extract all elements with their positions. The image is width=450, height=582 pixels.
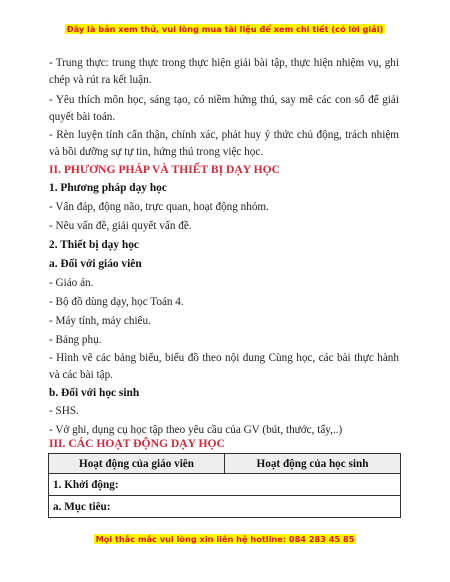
paragraph-honesty: - Trung thực: trung thực trong thực hiện giải bài tập, thực hiện nhiệm vụ, ghi chép và rút ra kết luận. — [49, 57, 399, 86]
student-title: b. Đối với học sinh — [49, 387, 140, 399]
student-item: - Vở ghi, dụng cụ học tập theo yêu cầu của GV (bút, thước, tẩy,..) — [49, 424, 343, 436]
table-header-row — [49, 454, 401, 474]
teacher-title: a. Đối với giáo viên — [49, 258, 142, 270]
header-student: Hoạt động của học sinh — [225, 454, 401, 474]
preview-banner — [0, 24, 450, 34]
table-cell-warmup: 1. Khởi động: — [49, 474, 401, 496]
table-row — [49, 496, 401, 518]
preview-banner-text: Đây là bản xem thử, vui lòng mua tài liệu để xem chi tiết (có lời giải) — [66, 24, 384, 34]
teacher-item: - Máy tính, máy chiếu. — [49, 315, 151, 327]
header-teacher: Hoạt động của giáo viên — [49, 454, 225, 474]
method-item: - Nêu vấn đề, giải quyết vấn đề. — [49, 220, 192, 232]
activities-table — [48, 453, 401, 518]
hotline-banner-text: Mọi thắc mắc vui lòng xin liên hệ hotline: 084 283 45 85 — [95, 534, 355, 544]
teacher-item: - Bộ đồ dùng dạy, học Toán 4. — [49, 296, 184, 308]
paragraph-carefulness: - Rèn luyện tính cẩn thận, chính xác, phát huy ý thức chủ động, trách nhiệm và bồi dưỡng sự tự tin, hứng thú trong việc học. — [49, 129, 399, 158]
table-cell-objective: a. Mục tiêu: — [49, 496, 401, 518]
teacher-item: - Bảng phụ. — [49, 334, 102, 346]
paragraph-interest: - Yêu thích môn học, sáng tạo, có niềm hứng thú, say mê các con số để giải quyết bài toán. — [49, 94, 399, 123]
equipment-title: 2. Thiết bị dạy học — [49, 239, 139, 251]
student-item: - SHS. — [49, 405, 79, 417]
method-item: - Vấn đáp, động não, trực quan, hoạt động nhóm. — [49, 201, 269, 213]
teacher-item: - Giáo án. — [49, 277, 94, 289]
methods-title: 1. Phương pháp dạy học — [49, 182, 167, 194]
table-row — [49, 474, 401, 496]
teacher-item: - Hình vẽ các bảng biểu, biểu đồ theo nội dung Cùng học, các bài thực hành và các bài tập. — [49, 352, 399, 381]
section-2-title: II. PHƯƠNG PHÁP VÀ THIẾT BỊ DẠY HỌC — [49, 163, 281, 176]
hotline-banner — [0, 534, 450, 544]
section-3-title: III. CÁC HOẠT ĐỘNG DẠY HỌC — [49, 437, 225, 450]
